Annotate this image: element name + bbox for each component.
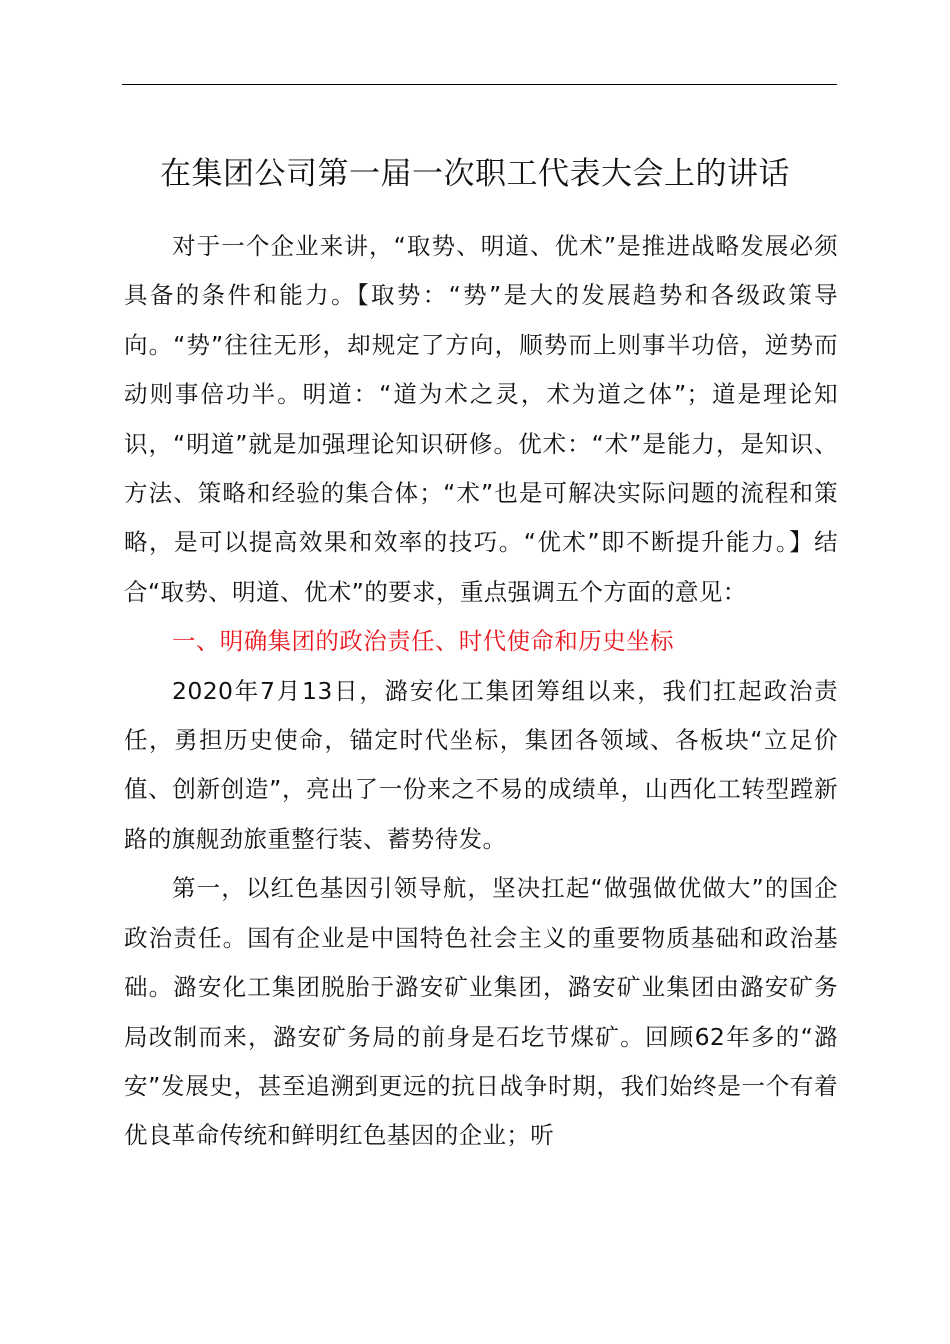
section-paragraph-2: 第一，以红色基因引领导航，坚决扛起“做强做优做大”的国企政治责任。国有企业是中国特色社会主义的重要物质基础和政治基础。潞安化工集团脱胎于潞安矿业集团，潞安矿业集团由潞安矿务局改制而来，潞安矿务局的前身是石圪节煤矿。回顾62年多的“潞安”发展史，甚至追溯到更远的抗日战争时期，我们始终是一个有着优良革命传统和鲜明红色基因的企业；听 — [124, 874, 838, 1150]
section-heading: 一、明确集团的政治责任、时代使命和历史坐标 — [172, 627, 674, 656]
intro-paragraph: 对于一个企业来讲，“取势、明道、优术”是推进战略发展必须具备的条件和能力。【取势：“势”是大的发展趋势和各级政策导向。“势”往往无形，却规定了方向，顺势而上则事半功倍，逆势而动则事倍功半。明道：“道为术之灵，术为道之体”；道是理论知识，“明道”就是加强理论知识研修。优术：“术”是能力，是知识、方法、策略和经验的集合体；“术”也是可解决实际问题的流程和策略，是可以提高效果和效率的技巧。“优术”即不断提升能力。】结合“取势、明道、优术”的要求，重点强调五个方面的意见： — [124, 232, 838, 606]
header-rule — [122, 84, 837, 85]
document-body — [124, 222, 838, 1161]
section-paragraph-1: 2020年7月13日，潞安化工集团筹组以来，我们扛起政治责任，勇担历史使命，锚定时代坐标，集团各领域、各板块“立足价值、创新创造”，亮出了一份来之不易的成绩单，山西化工转型蹚新路的旗舰劲旅重整行装、蓄势待发。 — [124, 676, 838, 853]
document-title: 在集团公司第一届一次职工代表大会上的讲话 — [160, 156, 790, 192]
